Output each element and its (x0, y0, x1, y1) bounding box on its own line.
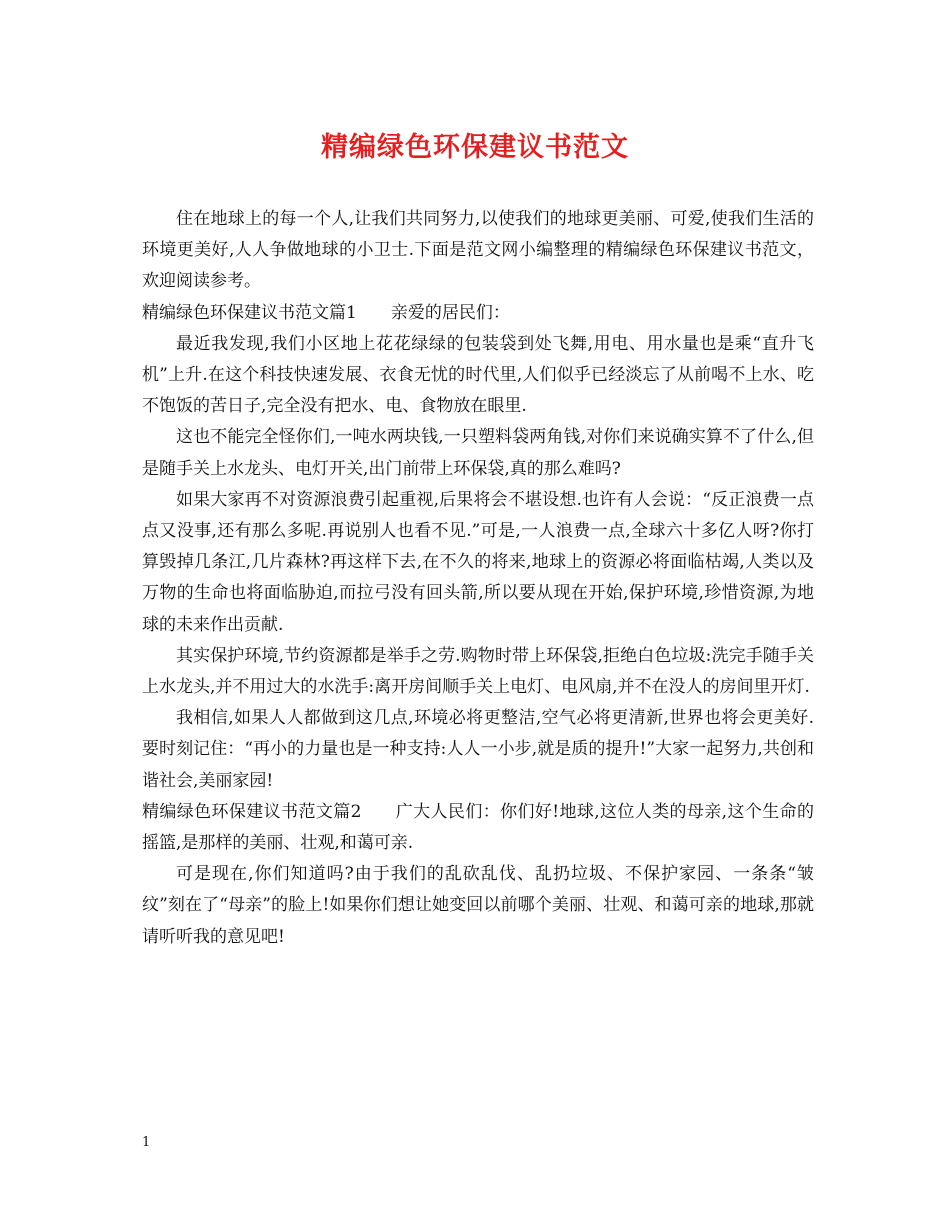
section-2-heading: 精编绿色环保建议书范文篇2 (142, 801, 362, 822)
page-number: 1 (142, 1135, 151, 1150)
section-1-paragraph: 这也不能完全怪你们,一吨水两块钱,一只塑料袋两角钱,对你们来说确实算不了什么,但是随手关上水龙头、电灯开关,出门前带上环保袋,真的那么难吗? (142, 427, 814, 479)
section-1-paragraph: 其实保护环境,节约资源都是举手之劳.购物时带上环保袋,拒绝白色垃圾:洗完手随手关上水龙头,并不用过大的水洗手:离开房间顺手关上电灯、电风扇,并不在没人的房间里开灯. (142, 645, 814, 698)
section-1-heading-line (142, 298, 814, 329)
section-1-paragraph: 我相信,如果人人都做到这几点,环境必将更整洁,空气必将更清新,世界也将会更美好.要时刻记住：“再小的力量也是一种支持:人人一小步,就是质的提升!”大家一起努力,共创和谐社会,美丽家园! (142, 708, 814, 791)
section-1-paragraph: 如果大家再不对资源浪费引起重视,后果将会不堪设想.也许有人会说：“反正浪费一点点又没事,还有那么多呢.再说别人也看不见.”可是,一人浪费一点,全球六十多亿人呀?你打算毁掉几条江,几片森林?再这样下去,在不久的将来,地球上的资源必将面临枯竭,人类以及万物的生命也将面临胁迫,而拉弓没有回头箭,所以要从现在开始,保护环境,珍惜资源,为地球的未来作出贡献. (142, 489, 814, 635)
section-2-paragraph: 可是现在,你们知道吗?由于我们的乱砍乱伐、乱扔垃圾、不保护家园、一条条“皱纹”刻在了“母亲”的脸上!如果你们想让她变回以前哪个美丽、壮观、和蔼可亲的地球,那就请听听我的意见吧! (142, 864, 814, 947)
section-1-salutation: 亲爱的居民们： (390, 302, 510, 323)
section-1-paragraph: 最近我发现,我们小区地上花花绿绿的包装袋到处飞舞,用电、用水量也是乘“直升飞机”上升.在这个科技快速发展、衣食无忧的时代里,人们似乎已经淡忘了从前喝不上水、吃不饱饭的苦日子,完全没有把水、电、食物放在眼里. (142, 333, 814, 417)
section-1-heading: 精编绿色环保建议书范文篇1 (142, 302, 357, 323)
document-title: 精编绿色环保建议书范文 (321, 132, 629, 163)
section-2-opening: 广大人民们：你们好!地球,这位人类的母亲,这个生命的摇篮,是那样的美丽、壮观,和蔼可亲. (142, 801, 814, 854)
section-2-heading-line (142, 797, 814, 859)
intro-paragraph: 住在地球上的每一个人,让我们共同努力,以使我们的地球更美丽、可爱,使我们生活的环境更美好,人人争做地球的小卫士.下面是范文网小编整理的精编绿色环保建议书范文，欢迎阅读参考。 (142, 209, 814, 292)
document-body (142, 204, 814, 953)
